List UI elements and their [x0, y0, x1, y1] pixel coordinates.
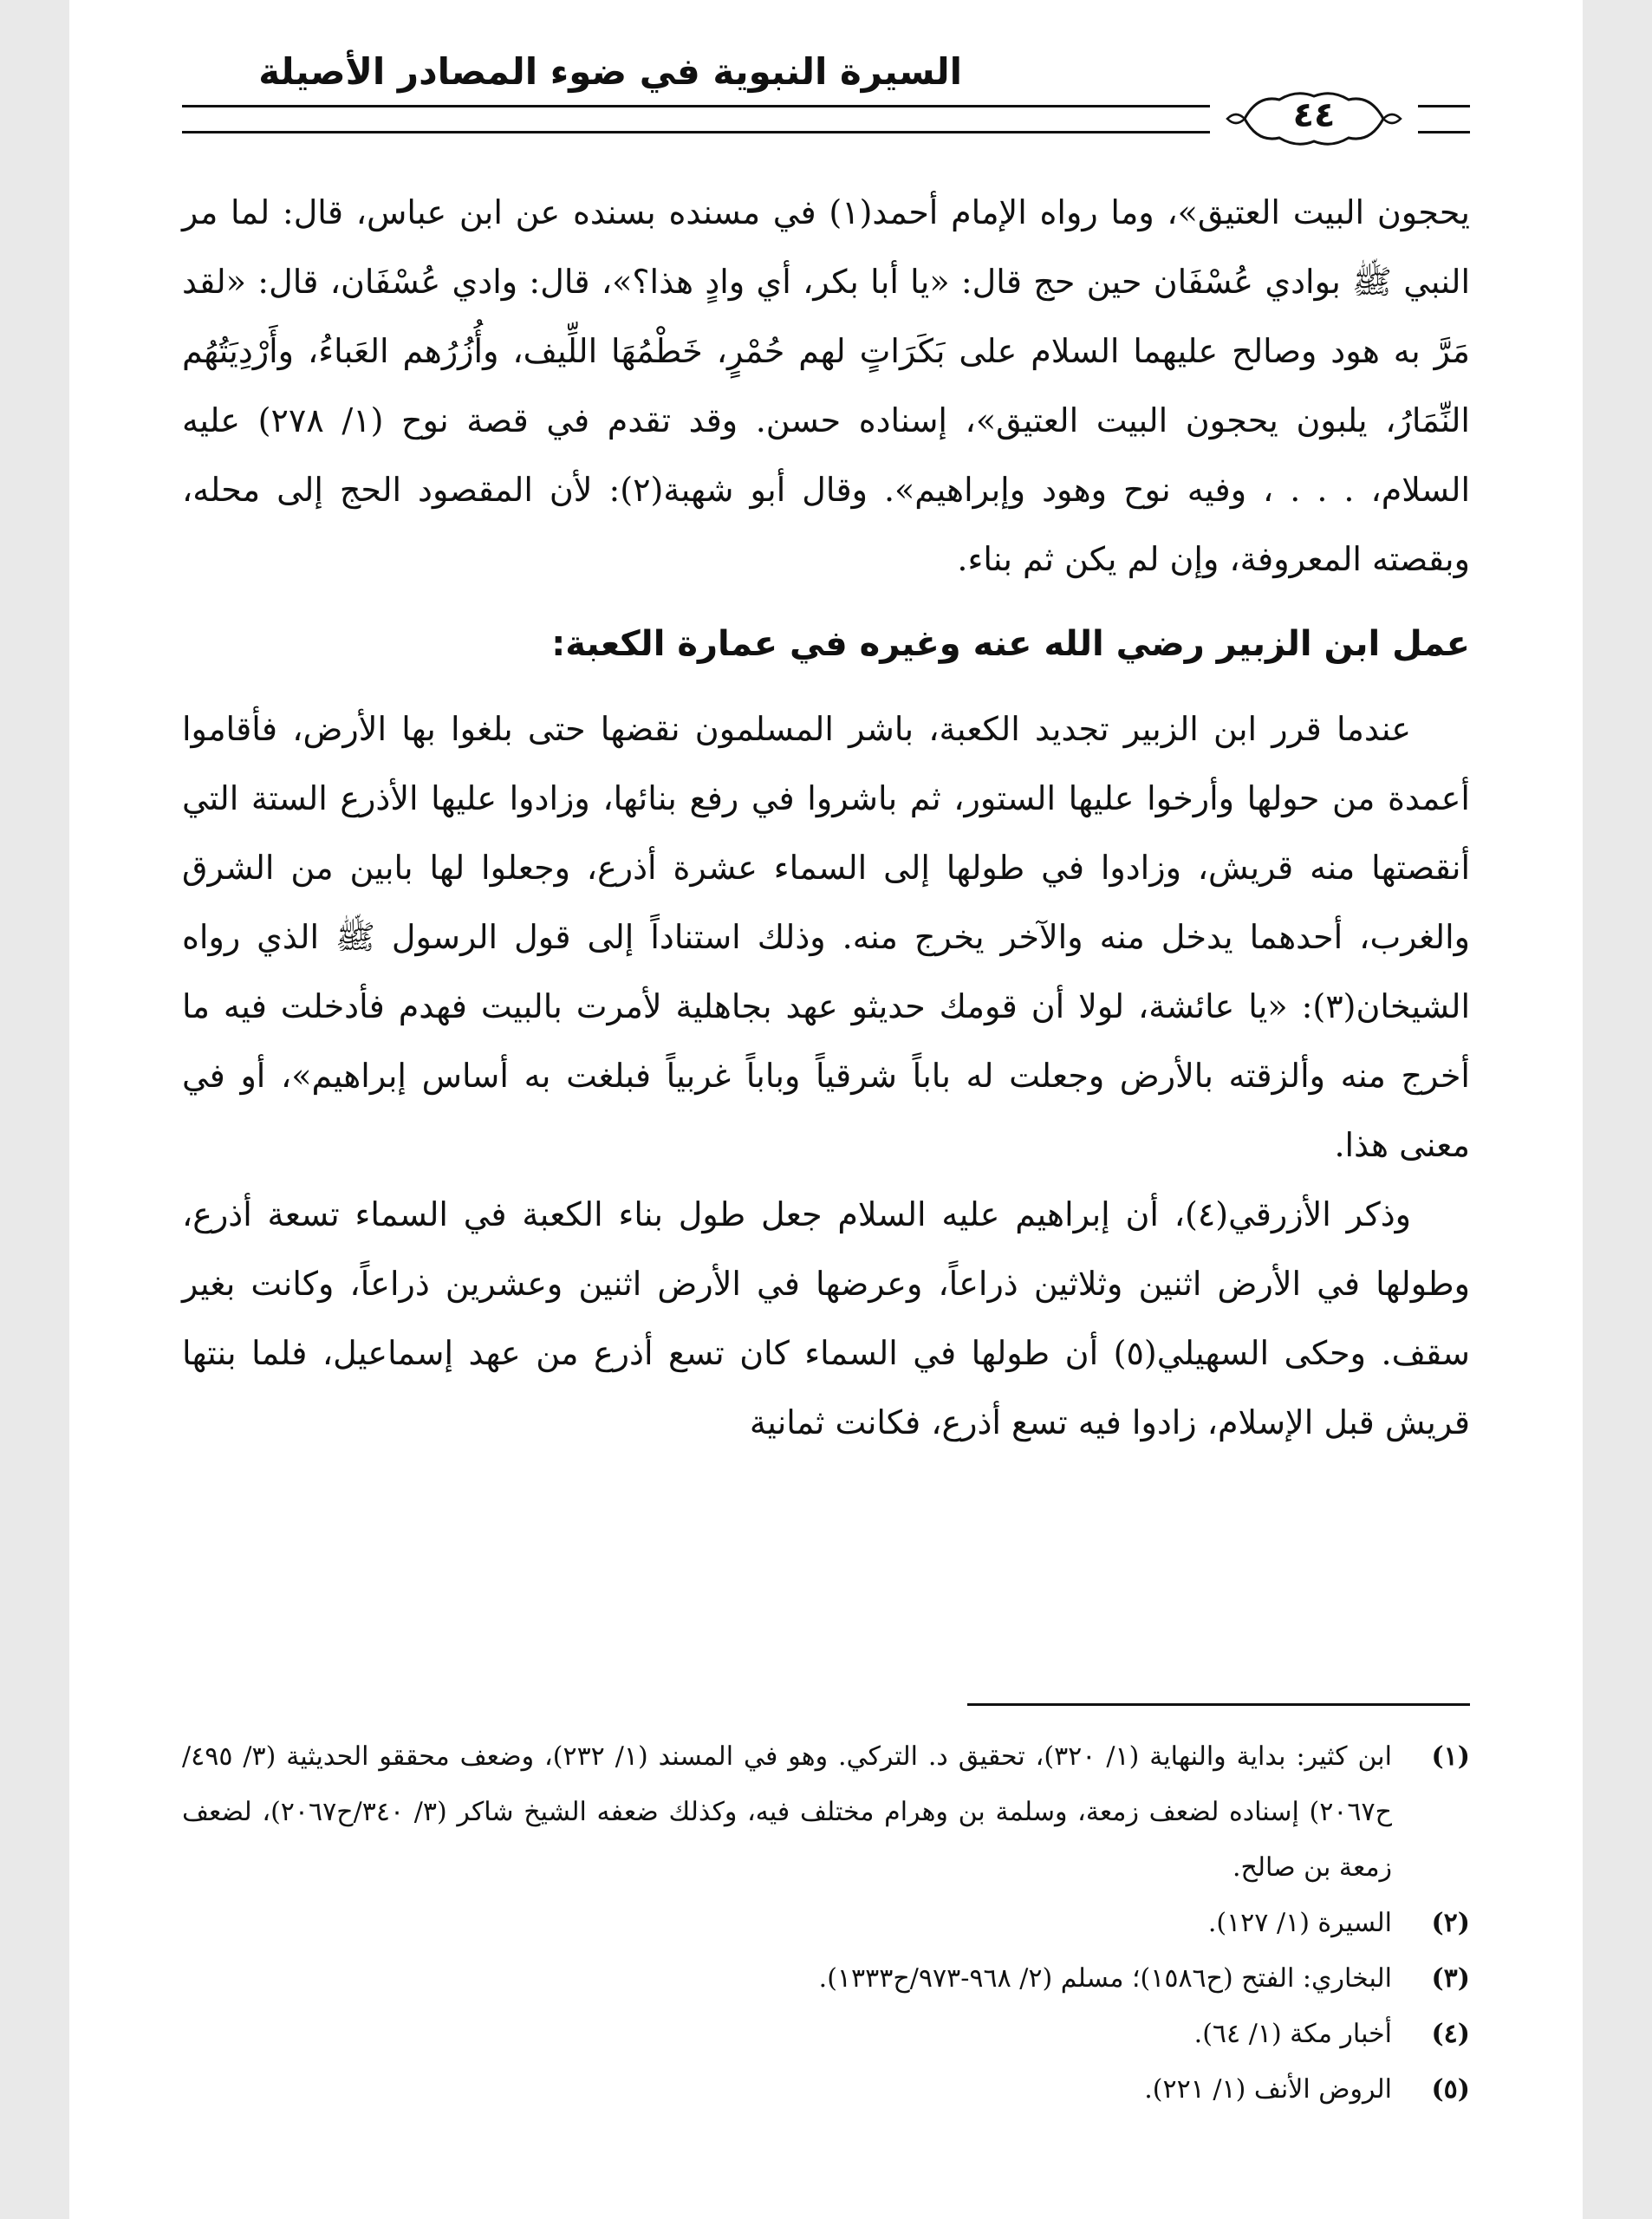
footnote [182, 1729, 1470, 1896]
footnote-separator [967, 1703, 1470, 1706]
book-page [69, 0, 1583, 2219]
footnote-number: (٤) [1431, 2019, 1470, 2049]
footnote-number: (٢) [1431, 1908, 1470, 1938]
footnote [182, 1896, 1470, 1951]
paragraph: يحجون البيت العتيق»، وما رواه الإمام أحمد(١) في مسنده بسنده عن ابن عباس، قال: لما مر النبي ﷺ بوادي عُسْفَان حين حج قال: «يا أبا بكر، أي وادٍ هذا؟»، قال: وادي عُسْفَان، قال: «لقد مَرَّ به هود وصالح عليهما السلام على بَكَرَاتٍ لهم حُمْرٍ، خَطْمُهَا اللِّيف، وأُزُرُهم العَباءُ، وأَرْدِيَتُهُم النِّمَارُ، يلبون يحجون البيت العتيق»، إسناده حسن. وقد تقدم في قصة نوح (١/ ٢٧٨) عليه السلام، . . . ، وفيه نوح وهود وإبراهيم». وقال أبو شهبة(٢): لأن المقصود الحج إلى محله، وبقصته المعروفة، وإن لم يكن ثم بناء. [182, 193, 1470, 578]
footnote-number: (٣) [1431, 1963, 1470, 1994]
footnote-text: أخبار مكة (١/ ٦٤). [1193, 2019, 1392, 2049]
footnote-text: الروض الأنف (١/ ٢٢١). [1144, 2074, 1392, 2105]
footnote-text: السيرة (١/ ١٢٧). [1207, 1908, 1392, 1938]
footnotes [182, 1729, 1470, 2118]
footnote [182, 2062, 1470, 2118]
paragraph: عندما قرر ابن الزبير تجديد الكعبة، باشر المسلمون نقضها حتى بلغوا بها الأرض، فأقاموا أعمدة من حولها وأرخوا عليها الستور، ثم باشروا في رفع بنائها، وزادوا عليها الأذرع الستة التي أنقصتها منه قريش، وزادوا في طولها إلى السماء عشرة أذرع، وجعلوا لها بابين من الشرق والغرب، أحدهما يدخل منه والآخر يخرج منه. وذلك استناداً إلى قول الرسول ﷺ الذي رواه الشيخان(٣): «يا عائشة، لولا أن قومك حديثو عهد بجاهلية لأمرت بالبيت فهدم فأدخلت فيه ما أخرج منه وألزقته بالأرض وجعلت له باباً شرقياً وباباً غربياً فبلغت به أساس إبراهيم»، أو في معنى هذا. [182, 710, 1470, 1164]
page-number: ٤٤ [1292, 95, 1336, 135]
main-text [182, 178, 1470, 1457]
page-number-ornament [1210, 84, 1418, 153]
footnote-number: (٥) [1431, 2074, 1470, 2105]
footnote-text: البخاري: الفتح (ح١٥٨٦)؛ مسلم (٢/ ٩٦٨-٩٧٣/ح١٣٣٣). [818, 1963, 1392, 1994]
section-heading: عمل ابن الزبير رضي الله عنه وغيره في عمارة الكعبة: [551, 624, 1470, 664]
footnote [182, 1951, 1470, 2007]
page-header [182, 48, 1470, 143]
footnote [182, 2007, 1470, 2062]
footnote-number: (١) [1431, 1741, 1470, 1772]
footnote-text: ابن كثير: بداية والنهاية (١/ ٣٢٠)، تحقيق د. التركي. وهو في المسند (١/ ٢٣٢)، وضعف محققو الحديثية (٣/ ٤٩٥/ح٢٠٦٧) إسناده لضعف زمعة، وسلمة بن وهرام مختلف فيه، وكذلك ضعفه الشيخ شاكر (٣/ ٣٤٠/ح٢٠٦٧)، لضعف زمعة بن صالح. [182, 1741, 1393, 1883]
running-title: السيرة النبوية في ضوء المصادر الأصيلة [258, 50, 962, 93]
paragraph: وذكر الأزرقي(٤)، أن إبراهيم عليه السلام جعل طول بناء الكعبة في السماء تسعة أذرع، وطولها في الأرض اثنين وثلاثين ذراعاً، وعرضها في الأرض اثنين وعشرين ذراعاً، وكانت بغير سقف. وحكى السهيلي(٥) أن طولها في السماء كان تسع أذرع من عهد إسماعيل، فلما بنتها قريش قبل الإسلام، زادوا فيه تسع أذرع، فكانت ثمانية [182, 1195, 1471, 1441]
